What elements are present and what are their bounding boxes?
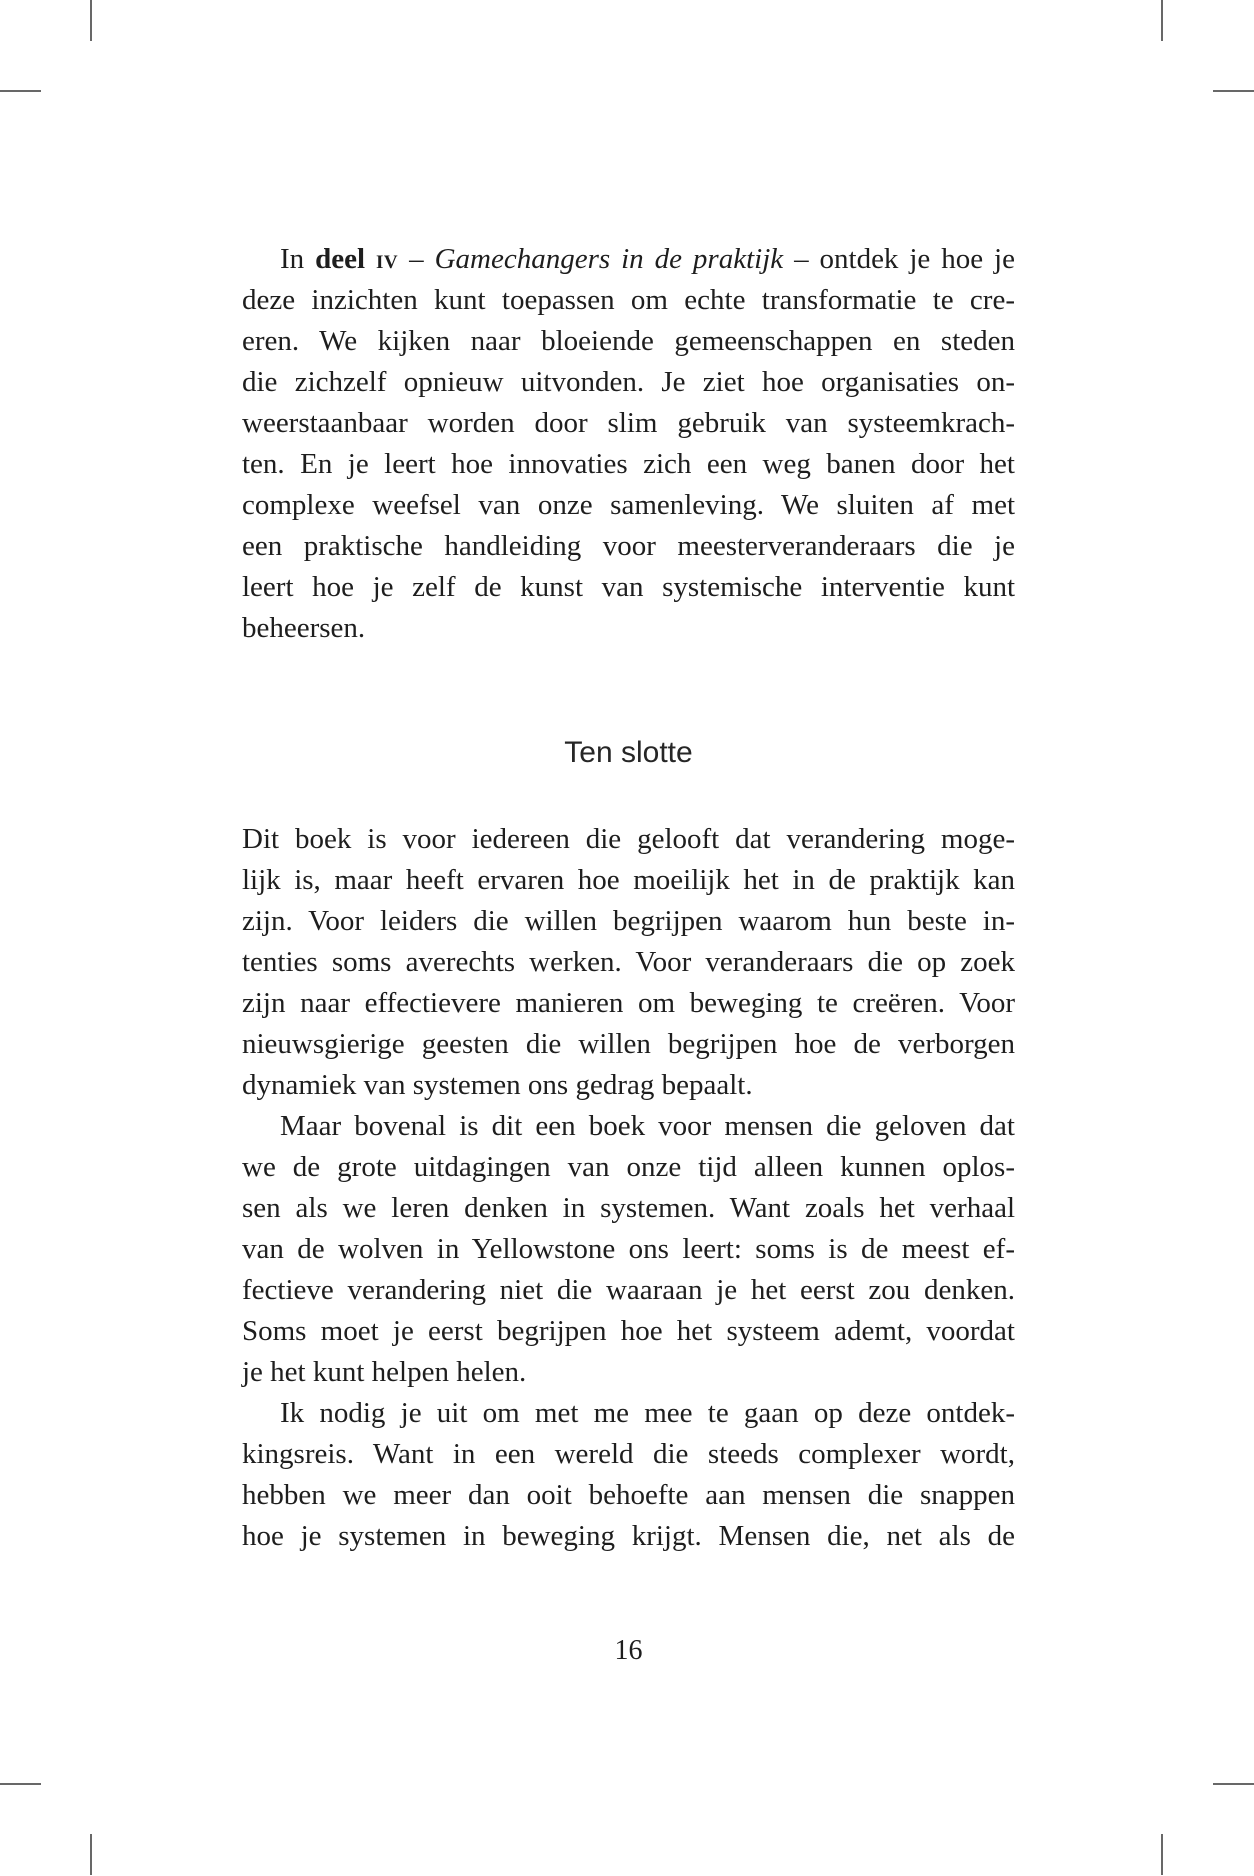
crop-mark-top-right-horizontal	[1213, 90, 1254, 92]
page-number: 16	[614, 1635, 643, 1666]
text-line: fectieve verandering niet die waaraan je het eerst zou denken.	[242, 1274, 1015, 1306]
crop-mark-bottom-left-vertical	[90, 1834, 92, 1875]
crop-mark-top-left-vertical	[90, 0, 92, 41]
text-line: we de grote uitdagingen van onze tijd alleen kunnen oplos-	[242, 1151, 1015, 1183]
paragraph-intro	[242, 238, 1015, 649]
part-label: deel	[315, 243, 376, 275]
text-line: Dit boek is voor iedereen die gelooft dat verandering moge-	[242, 823, 1015, 855]
text-line: tenties soms averechts werken. Voor veranderaars die op zoek	[242, 946, 1015, 978]
text-line: complexe weefsel van onze samenleving. We sluiten af met	[242, 489, 1015, 521]
text-line: nieuwsgierige geesten die willen begrijpen hoe de verborgen	[242, 1028, 1015, 1060]
part-numeral: iv	[375, 243, 399, 274]
text-line: dynamiek van systemen ons gedrag bepaalt.	[242, 1069, 753, 1101]
crop-mark-bottom-right-horizontal	[1213, 1783, 1254, 1785]
text-line: eren. We kijken naar bloeiende gemeenschappen en steden	[242, 325, 1015, 357]
intro-segment: In	[280, 243, 316, 275]
text-line: weerstaanbaar worden door slim gebruik van systeemkrach-	[242, 407, 1015, 439]
paragraph-1	[242, 819, 1015, 1106]
text-line: een praktische handleiding voor meesterveranderaars die je	[242, 530, 1015, 562]
text-line: leert hoe je zelf de kunst van systemische interventie kunt	[242, 571, 1015, 603]
crop-mark-bottom-right-vertical	[1161, 1834, 1163, 1875]
text-line: ten. En je leert hoe innovaties zich een weg banen door het	[242, 448, 1015, 480]
text-line: deze inzichten kunt toepassen om echte transformatie te cre-	[242, 284, 1015, 316]
crop-mark-top-right-vertical	[1161, 0, 1163, 41]
text-line: lijk is, maar heeft ervaren hoe moeilijk het in de praktijk kan	[242, 864, 1015, 896]
text-block	[242, 238, 1015, 1557]
crop-mark-top-left-horizontal	[0, 90, 41, 92]
paragraph-2	[242, 1106, 1015, 1393]
text-line: die zichzelf opnieuw uitvonden. Je ziet hoe organisaties on-	[242, 366, 1015, 398]
text-line: zijn naar effectievere manieren om beweging te creëren. Voor	[242, 987, 1015, 1019]
text-line: beheersen.	[242, 612, 366, 644]
text-line: van de wolven in Yellowstone ons leert: soms is de meest ef-	[242, 1233, 1015, 1265]
text-line: sen als we leren denken in systemen. Want zoals het verhaal	[242, 1192, 1015, 1224]
section-heading: Ten slotte	[564, 736, 693, 769]
text-line	[242, 238, 1015, 280]
part-title-italic: Gamechangers in de praktijk	[434, 243, 784, 275]
text-line: Soms moet je eerst begrijpen hoe het systeem ademt, voordat	[242, 1315, 1015, 1347]
paragraph-3	[242, 1393, 1015, 1557]
text-line: je het kunt helpen helen.	[242, 1356, 527, 1388]
crop-mark-bottom-left-horizontal	[0, 1783, 41, 1785]
intro-segment: –	[398, 243, 435, 275]
text-line: hebben we meer dan ooit behoefte aan mensen die snappen	[242, 1479, 1015, 1511]
text-line: hoe je systemen in beweging krijgt. Mensen die, net als de	[242, 1520, 1015, 1552]
text-line: Maar bovenal is dit een boek voor mensen die geloven dat	[280, 1110, 1015, 1142]
text-line: Ik nodig je uit om met me mee te gaan op deze ontdek-	[280, 1397, 1015, 1429]
text-line: zijn. Voor leiders die willen begrijpen waarom hun beste in-	[242, 905, 1015, 937]
intro-segment: – ontdek je hoe je	[783, 243, 1015, 275]
text-line: kingsreis. Want in een wereld die steeds complexer wordt,	[242, 1438, 1015, 1470]
